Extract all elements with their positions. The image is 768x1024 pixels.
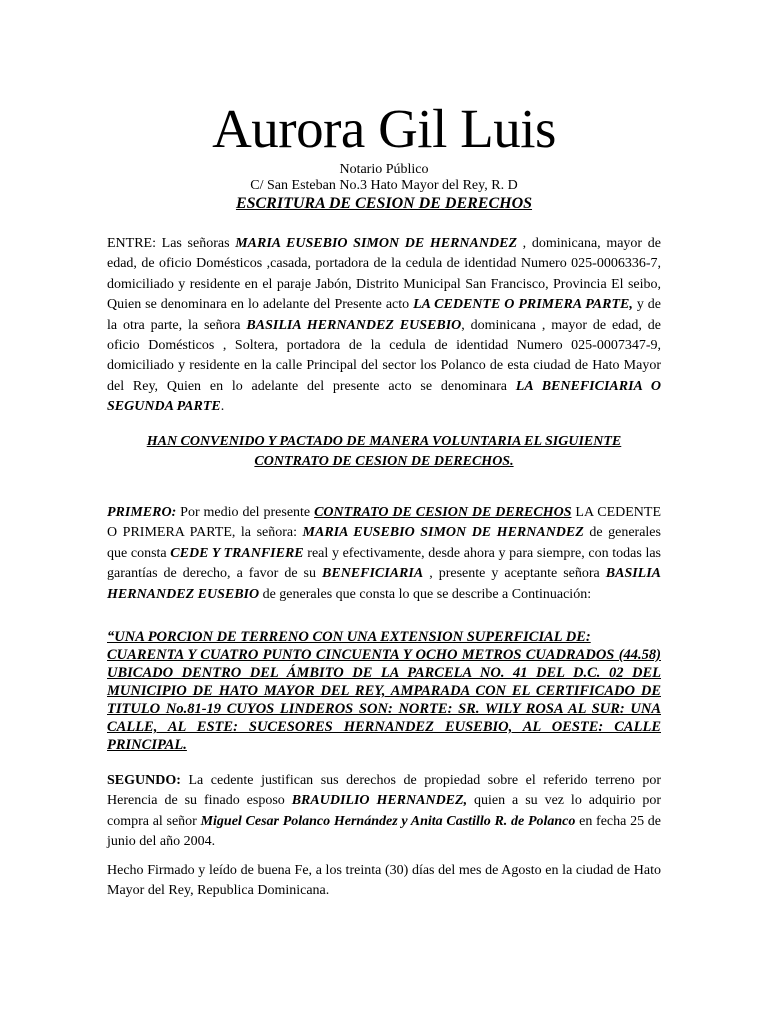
text: ENTRE: Las señoras bbox=[107, 236, 236, 251]
text: La cedente justifican sus derechos de propiedad sobre el referido terreno por Herencia de su finado esposo bbox=[107, 773, 661, 809]
person-name: BRAUDILIO HERNANDEZ, bbox=[291, 793, 468, 809]
text: de generales que consta bbox=[107, 525, 661, 561]
person-name: Miguel Cesar Polanco Hernández y Anita Castillo R. de Polanco bbox=[200, 813, 576, 829]
paragraph-primero bbox=[107, 503, 661, 605]
text: LA CEDENTE O PRIMERA PARTE, la señora: bbox=[107, 505, 662, 541]
party-name: BASILIA HERNANDEZ EUSEBIO bbox=[246, 317, 462, 333]
property-description-line: “UNA PORCION DE TERRENO CON UNA EXTENSION SUPERFICIAL DE: bbox=[107, 629, 591, 645]
text: , dominicana , mayor de edad, de oficio Domésticos , Soltera, portadora de la cedula de identidad Numero 025-0007347-9, domiciliado y residente en la calle Principal del sector los Polanco de esta ciudad de Hato Mayor del Rey, Quien en lo adelante del presente acto se denominara bbox=[107, 317, 661, 394]
text: y de la otra parte, la señora bbox=[107, 297, 661, 333]
clause-label: SEGUNDO: bbox=[107, 773, 181, 788]
agreement-heading-line: CONTRATO DE CESION DE DERECHOS. bbox=[254, 454, 514, 470]
emphasis: BENEFICIARIA bbox=[322, 566, 424, 582]
text: . bbox=[220, 399, 225, 415]
party-name: BASILIA HERNANDEZ EUSEBIO bbox=[107, 566, 662, 602]
text: en fecha 25 de junio del año 2004. bbox=[107, 813, 661, 850]
closing-paragraph: Hecho Firmado y leído de buena Fe, a los treinta (30) días del mes de Agosto en la ciudad de Hato Mayor del Rey, Republica Dominicana. bbox=[107, 863, 661, 899]
contract-name: CONTRATO DE CESION DE DERECHOS bbox=[314, 505, 572, 520]
agreement-heading bbox=[107, 432, 661, 473]
notary-name: Aurora Gil Luis bbox=[212, 98, 556, 159]
paragraph-parties bbox=[107, 234, 661, 418]
text: , dominicana, mayor de edad, de oficio Domésticos ,casada, portadora de la cedula de identidad Numero 025-0006336-7, domiciliado y residente en el paraje Jabón, Distrito Municipal San Francisco, Provincia El seibo, Quien se denominara en lo adelante del Presente acto bbox=[107, 236, 661, 313]
property-description-text: CUARENTA Y CUATRO PUNTO CINCUENTA Y OCHO METROS CUADRADOS (44.58) UBICADO DENTRO DEL ÁMBITO DE LA PARCELA NO. 41 DEL D.C. 02 DEL MUNICIPIO DE HATO MAYOR DEL REY, AMPARADA CON EL CERTIFICADO DE TITULO No.81-19 CUYOS LINDEROS SON: NORTE: SR. WILY ROSA AL SUR: UNA CALLE, AL ESTE: SUCESORES HERNANDEZ EUSEBIO, AL OESTE: CALLE PRINCIPAL. bbox=[107, 647, 661, 753]
text: quien a su vez lo adquirio por compra al señor bbox=[107, 793, 661, 829]
text: de generales que consta lo que se describe a Continuación: bbox=[259, 586, 592, 602]
agreement-heading-line: HAN CONVENIDO Y PACTADO DE MANERA VOLUNTARIA EL SIGUIENTE bbox=[146, 434, 622, 449]
clause-label: PRIMERO: bbox=[107, 505, 177, 520]
text: real y efectivamente, desde ahora y para siempre, con todas las garantías de derecho, a favor de su bbox=[107, 545, 662, 582]
paragraph-segundo bbox=[107, 771, 661, 853]
text: Por medio del presente bbox=[176, 505, 315, 520]
emphasis: CEDE Y TRANFIERE bbox=[170, 545, 304, 561]
text: , presente y aceptante señora bbox=[423, 566, 606, 582]
property-description bbox=[107, 628, 661, 754]
letterhead bbox=[0, 96, 768, 214]
party-role: LA BENEFICIARIA O SEGUNDA PARTE bbox=[107, 378, 661, 415]
notary-address: C/ San Esteban No.3 Hato Mayor del Rey, R. D bbox=[250, 178, 518, 193]
party-role: LA CEDENTE O PRIMERA PARTE, bbox=[413, 297, 633, 313]
document-title: ESCRITURA DE CESION DE DERECHOS bbox=[235, 195, 533, 212]
party-name: MARIA EUSEBIO SIMON DE HERNANDEZ bbox=[235, 236, 517, 251]
notary-role: Notario Público bbox=[339, 162, 429, 177]
party-name: MARIA EUSEBIO SIMON DE HERNANDEZ bbox=[302, 525, 584, 541]
